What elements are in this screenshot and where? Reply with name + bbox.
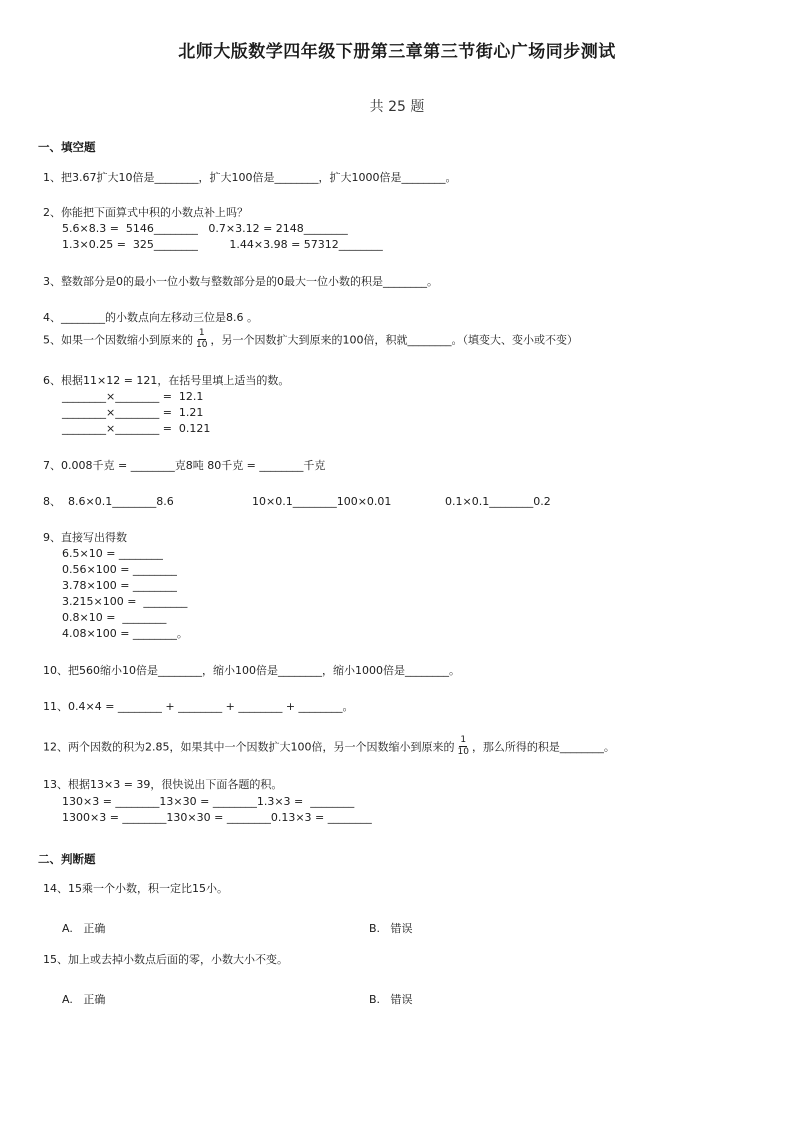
question-13-line-1: 130×3 = ________13×30 = ________1.3×3 = ________ [62, 795, 355, 808]
question-1: 1、把3.67扩大10倍是________，扩大100倍是________，扩大1000倍是________。 [43, 171, 457, 184]
fraction-numerator: 1 [198, 328, 205, 338]
question-11: 11、0.4×4 = ________ + ________ + ________ + ________。 [43, 700, 354, 713]
fraction-numerator: 1 [460, 735, 467, 745]
fraction-denominator: 10 [196, 340, 208, 350]
question-9-line-5: 0.8×10 = ________ [62, 611, 167, 624]
section-heading-fill: 一、填空题 [38, 140, 96, 154]
question-9-line-2: 0.56×100 = ________ [62, 563, 177, 576]
question-12 [43, 737, 615, 758]
question-13-line-2: 1300×3 = ________130×30 = ________0.13×3 = ________ [62, 811, 372, 824]
question-4: 4、________的小数点向左移动三位是8.6 。 [43, 311, 258, 324]
question-5 [43, 330, 578, 351]
question-8-part-c: 0.1×0.1________0.2 [445, 495, 551, 508]
question-6-line-2: ________×________ = 1.21 [62, 406, 204, 419]
question-9-stem: 9、直接写出得数 [43, 531, 127, 544]
question-6-stem: 6、根据11×12 = 121，在括号里填上适当的数。 [43, 374, 290, 387]
question-6-line-3: ________×________ = 0.121 [62, 422, 211, 435]
question-15-option-a[interactable]: A. 正确 [62, 993, 106, 1006]
question-count: 共 25 题 [369, 99, 425, 115]
question-13-stem: 13、根据13×3 = 39，很快说出下面各题的积。 [43, 778, 283, 791]
question-6-line-1: ________×________ = 12.1 [62, 390, 204, 403]
question-9-line-3: 3.78×100 = ________ [62, 579, 177, 592]
question-9-line-6: 4.08×100 = ________。 [62, 627, 188, 640]
question-8-part-b: 10×0.1________100×0.01 [252, 495, 392, 508]
question-14-stem: 14、15乘一个小数，积一定比15小。 [43, 882, 228, 895]
fraction-denominator: 10 [457, 747, 469, 757]
question-12-post: ，那么所得的积是________。 [471, 740, 615, 754]
question-9-line-4: 3.215×100 = ________ [62, 595, 188, 608]
fraction [457, 736, 468, 757]
section-heading-judge: 二、判断题 [38, 852, 96, 866]
question-14-option-b[interactable]: B. 错误 [369, 922, 413, 935]
question-15-option-b[interactable]: B. 错误 [369, 993, 413, 1006]
question-3: 3、整数部分是0的最小一位小数与整数部分是的0最大一位小数的积是________。 [43, 275, 438, 288]
question-9-line-1: 6.5×10 = ________ [62, 547, 163, 560]
question-5-pre: 5、如果一个因数缩小到原来的 [43, 333, 193, 347]
question-12-pre: 12、两个因数的积为2.85，如果其中一个因数扩大100倍，另一个因数缩小到原来的 [43, 740, 455, 754]
question-2-stem: 2、你能把下面算式中积的小数点补上吗？ [43, 206, 248, 219]
question-7: 7、0.008千克 = ________克8吨 80千克 = ________千克 [43, 459, 326, 472]
question-8-label: 8、 [43, 495, 61, 508]
question-15-stem: 15、加上或去掉小数点后面的零，小数大小不变。 [43, 953, 288, 966]
question-2-line-2: 1.3×0.25 = 325________ 1.44×3.98 = 57312________ [62, 238, 383, 251]
question-2-line-1: 5.6×8.3 = 5146________ 0.7×3.12 = 2148________ [62, 222, 348, 235]
question-5-post: ，另一个因数扩大到原来的100倍，积就________。（填变大、变小或不变） [210, 333, 578, 347]
question-10: 10、把560缩小10倍是________，缩小100倍是________，缩小1000倍是________。 [43, 664, 460, 677]
document-title: 北师大版数学四年级下册第三章第三节街心广场同步测试 [178, 42, 616, 62]
fraction [196, 329, 207, 350]
question-8-part-a: 8.6×0.1________8.6 [68, 495, 174, 508]
question-14-option-a[interactable]: A. 正确 [62, 922, 106, 935]
